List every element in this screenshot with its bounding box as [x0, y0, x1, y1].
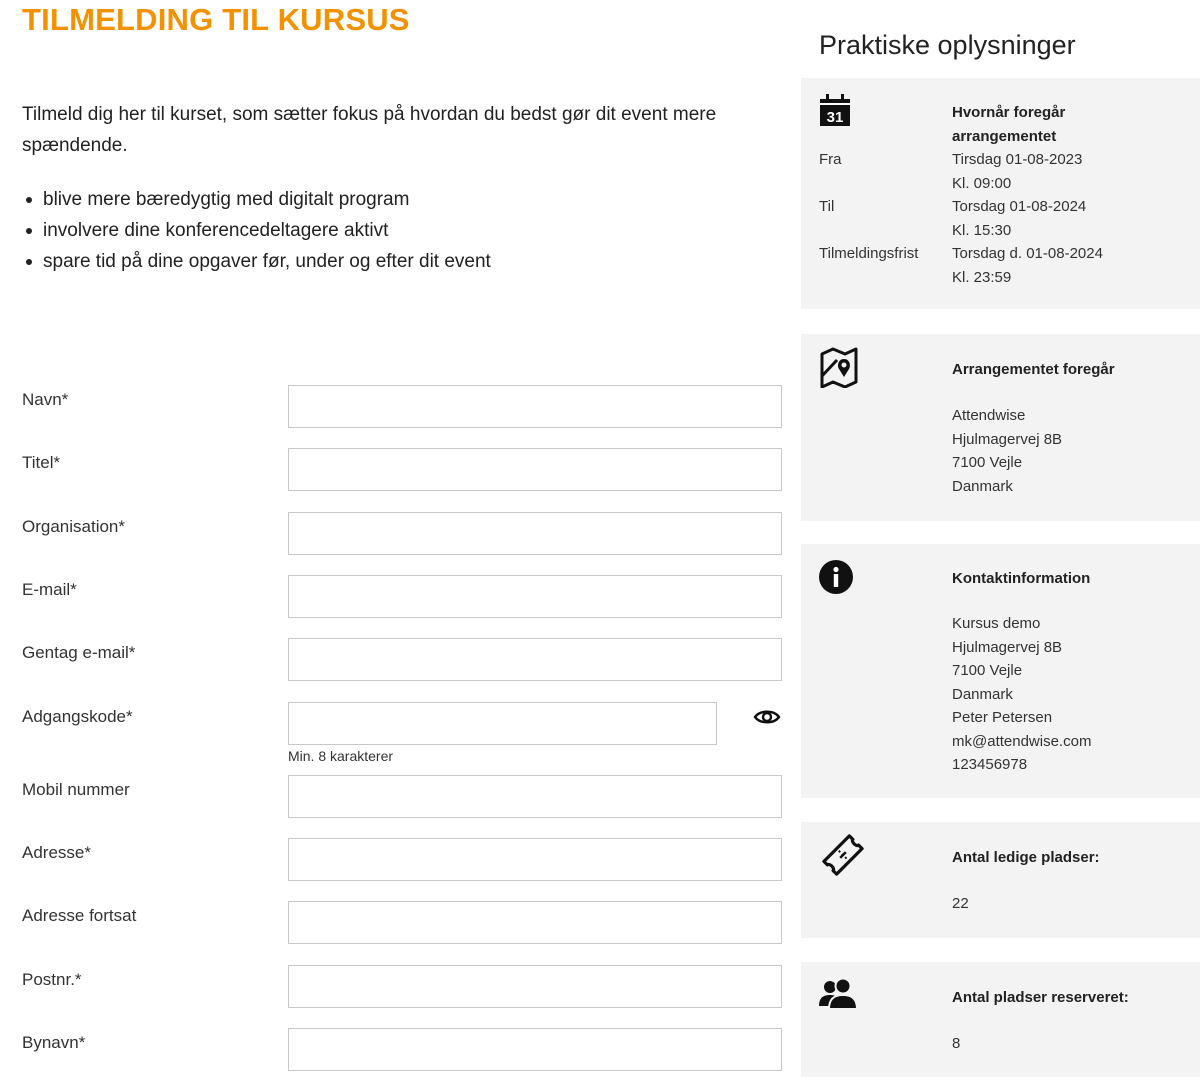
- contact-heading: Kontaktinformation: [952, 570, 1091, 587]
- users-icon: [819, 978, 859, 1015]
- password-input[interactable]: [288, 702, 717, 745]
- reserved-count: 8: [952, 1035, 961, 1052]
- form-row-city: [0, 1028, 790, 1088]
- contact-details: [952, 612, 1091, 777]
- show-password-eye-icon[interactable]: [752, 706, 782, 728]
- titel-label: Titel*: [22, 453, 61, 472]
- organisation-label: Organisation*: [22, 517, 126, 536]
- reserved-card: [801, 962, 1200, 1077]
- form-row-titel: [0, 448, 790, 508]
- contact-line: 7100 Vejle: [952, 662, 1023, 679]
- location-card: [801, 334, 1200, 521]
- page-title: TILMELDING TIL KURSUS: [22, 2, 410, 37]
- contact-email: mk@attendwise.com: [952, 732, 1092, 750]
- address-cont-label: Adresse fortsat: [22, 906, 137, 925]
- contact-line: Peter Petersen: [952, 709, 1053, 726]
- form-row-repeat-email: [0, 638, 790, 698]
- list-item: involvere dine konferencedeltagere aktivt: [22, 215, 491, 246]
- contact-phone: 123456978: [952, 756, 1028, 773]
- info-icon: [819, 560, 853, 599]
- to-date: Torsdag 01-08-2024: [952, 198, 1087, 215]
- location-address: [952, 404, 1062, 498]
- address-label: Adresse*: [22, 843, 91, 862]
- postal-label: Postnr.*: [22, 970, 82, 989]
- form-row-email: [0, 575, 790, 635]
- titel-input[interactable]: [288, 448, 782, 491]
- organisation-input[interactable]: [288, 512, 782, 555]
- form-row-password: [0, 702, 790, 772]
- form-row-mobile: [0, 775, 790, 835]
- form-row-organisation: [0, 512, 790, 572]
- calendar-icon-text: 31: [826, 109, 844, 126]
- available-card: [801, 822, 1200, 938]
- from-time: Kl. 09:00: [952, 174, 1012, 192]
- when-row-to: [819, 195, 1103, 242]
- sidebar-title: Praktiske oplysninger: [819, 30, 1076, 60]
- from-label: Fra: [819, 151, 842, 168]
- location-line: Attendwise: [952, 407, 1026, 424]
- deadline-date: Torsdag d. 01-08-2024: [952, 245, 1103, 262]
- mobile-input[interactable]: [288, 775, 782, 818]
- city-input[interactable]: [288, 1028, 782, 1071]
- location-line: Hjulmagervej 8B: [952, 430, 1063, 448]
- deadline-label: Tilmeldingsfrist: [819, 245, 919, 262]
- password-hint: Min. 8 karakterer: [288, 748, 394, 764]
- to-label: Til: [819, 198, 835, 215]
- email-input[interactable]: [288, 575, 782, 618]
- location-line: Danmark: [952, 477, 1013, 495]
- calendar-icon: [819, 93, 851, 132]
- mobile-label: Mobil nummer: [22, 780, 130, 799]
- map-pin-icon: [819, 346, 859, 393]
- contact-card: [801, 544, 1200, 798]
- ticket-icon: [819, 832, 867, 883]
- email-label: E-mail*: [22, 580, 77, 599]
- form-row-address: [0, 838, 790, 898]
- benefits-list: [22, 184, 491, 277]
- navn-input[interactable]: [288, 385, 782, 428]
- list-item: spare tid på dine opgaver før, under og efter dit event: [22, 246, 491, 277]
- navn-label: Navn*: [22, 390, 69, 409]
- postal-input[interactable]: [288, 965, 782, 1008]
- contact-line: Danmark: [952, 685, 1013, 703]
- when-heading: Hvornår foregår arrangementet: [952, 104, 1066, 145]
- to-value: [952, 195, 1086, 242]
- deadline-value: [952, 242, 1103, 289]
- reserved-heading: Antal pladser reserveret:: [952, 989, 1129, 1006]
- contact-line: Kursus demo: [952, 615, 1041, 632]
- address-cont-input[interactable]: [288, 901, 782, 944]
- when-row-from: [819, 148, 1103, 195]
- to-time: Kl. 15:30: [952, 221, 1012, 239]
- from-date: Tirsdag 01-08-2023: [952, 151, 1083, 168]
- location-heading: Arrangementet foregår: [952, 361, 1115, 378]
- location-line: 7100 Vejle: [952, 454, 1023, 471]
- from-value: [952, 148, 1082, 195]
- repeat-email-label: Gentag e-mail*: [22, 643, 136, 662]
- contact-line: Hjulmagervej 8B: [952, 638, 1063, 656]
- address-input[interactable]: [288, 838, 782, 881]
- password-label: Adgangskode*: [22, 707, 133, 726]
- city-label: Bynavn*: [22, 1033, 86, 1052]
- when-details: [819, 148, 1103, 289]
- list-item: blive mere bæredygtig med digitalt program: [22, 184, 491, 215]
- available-count: 22: [952, 895, 969, 912]
- when-row-deadline: [819, 242, 1103, 289]
- when-card: [801, 78, 1200, 309]
- form-row-postal: [0, 965, 790, 1025]
- deadline-time: Kl. 23:59: [952, 268, 1012, 286]
- form-row-navn: [0, 385, 790, 445]
- repeat-email-input[interactable]: [288, 638, 782, 681]
- form-row-address-cont: [0, 901, 790, 961]
- available-heading: Antal ledige pladser:: [952, 849, 1100, 866]
- intro-text: Tilmeld dig her til kurset, som sætter fokus på hvordan du bedst gør dit event mere spændende.: [22, 104, 717, 156]
